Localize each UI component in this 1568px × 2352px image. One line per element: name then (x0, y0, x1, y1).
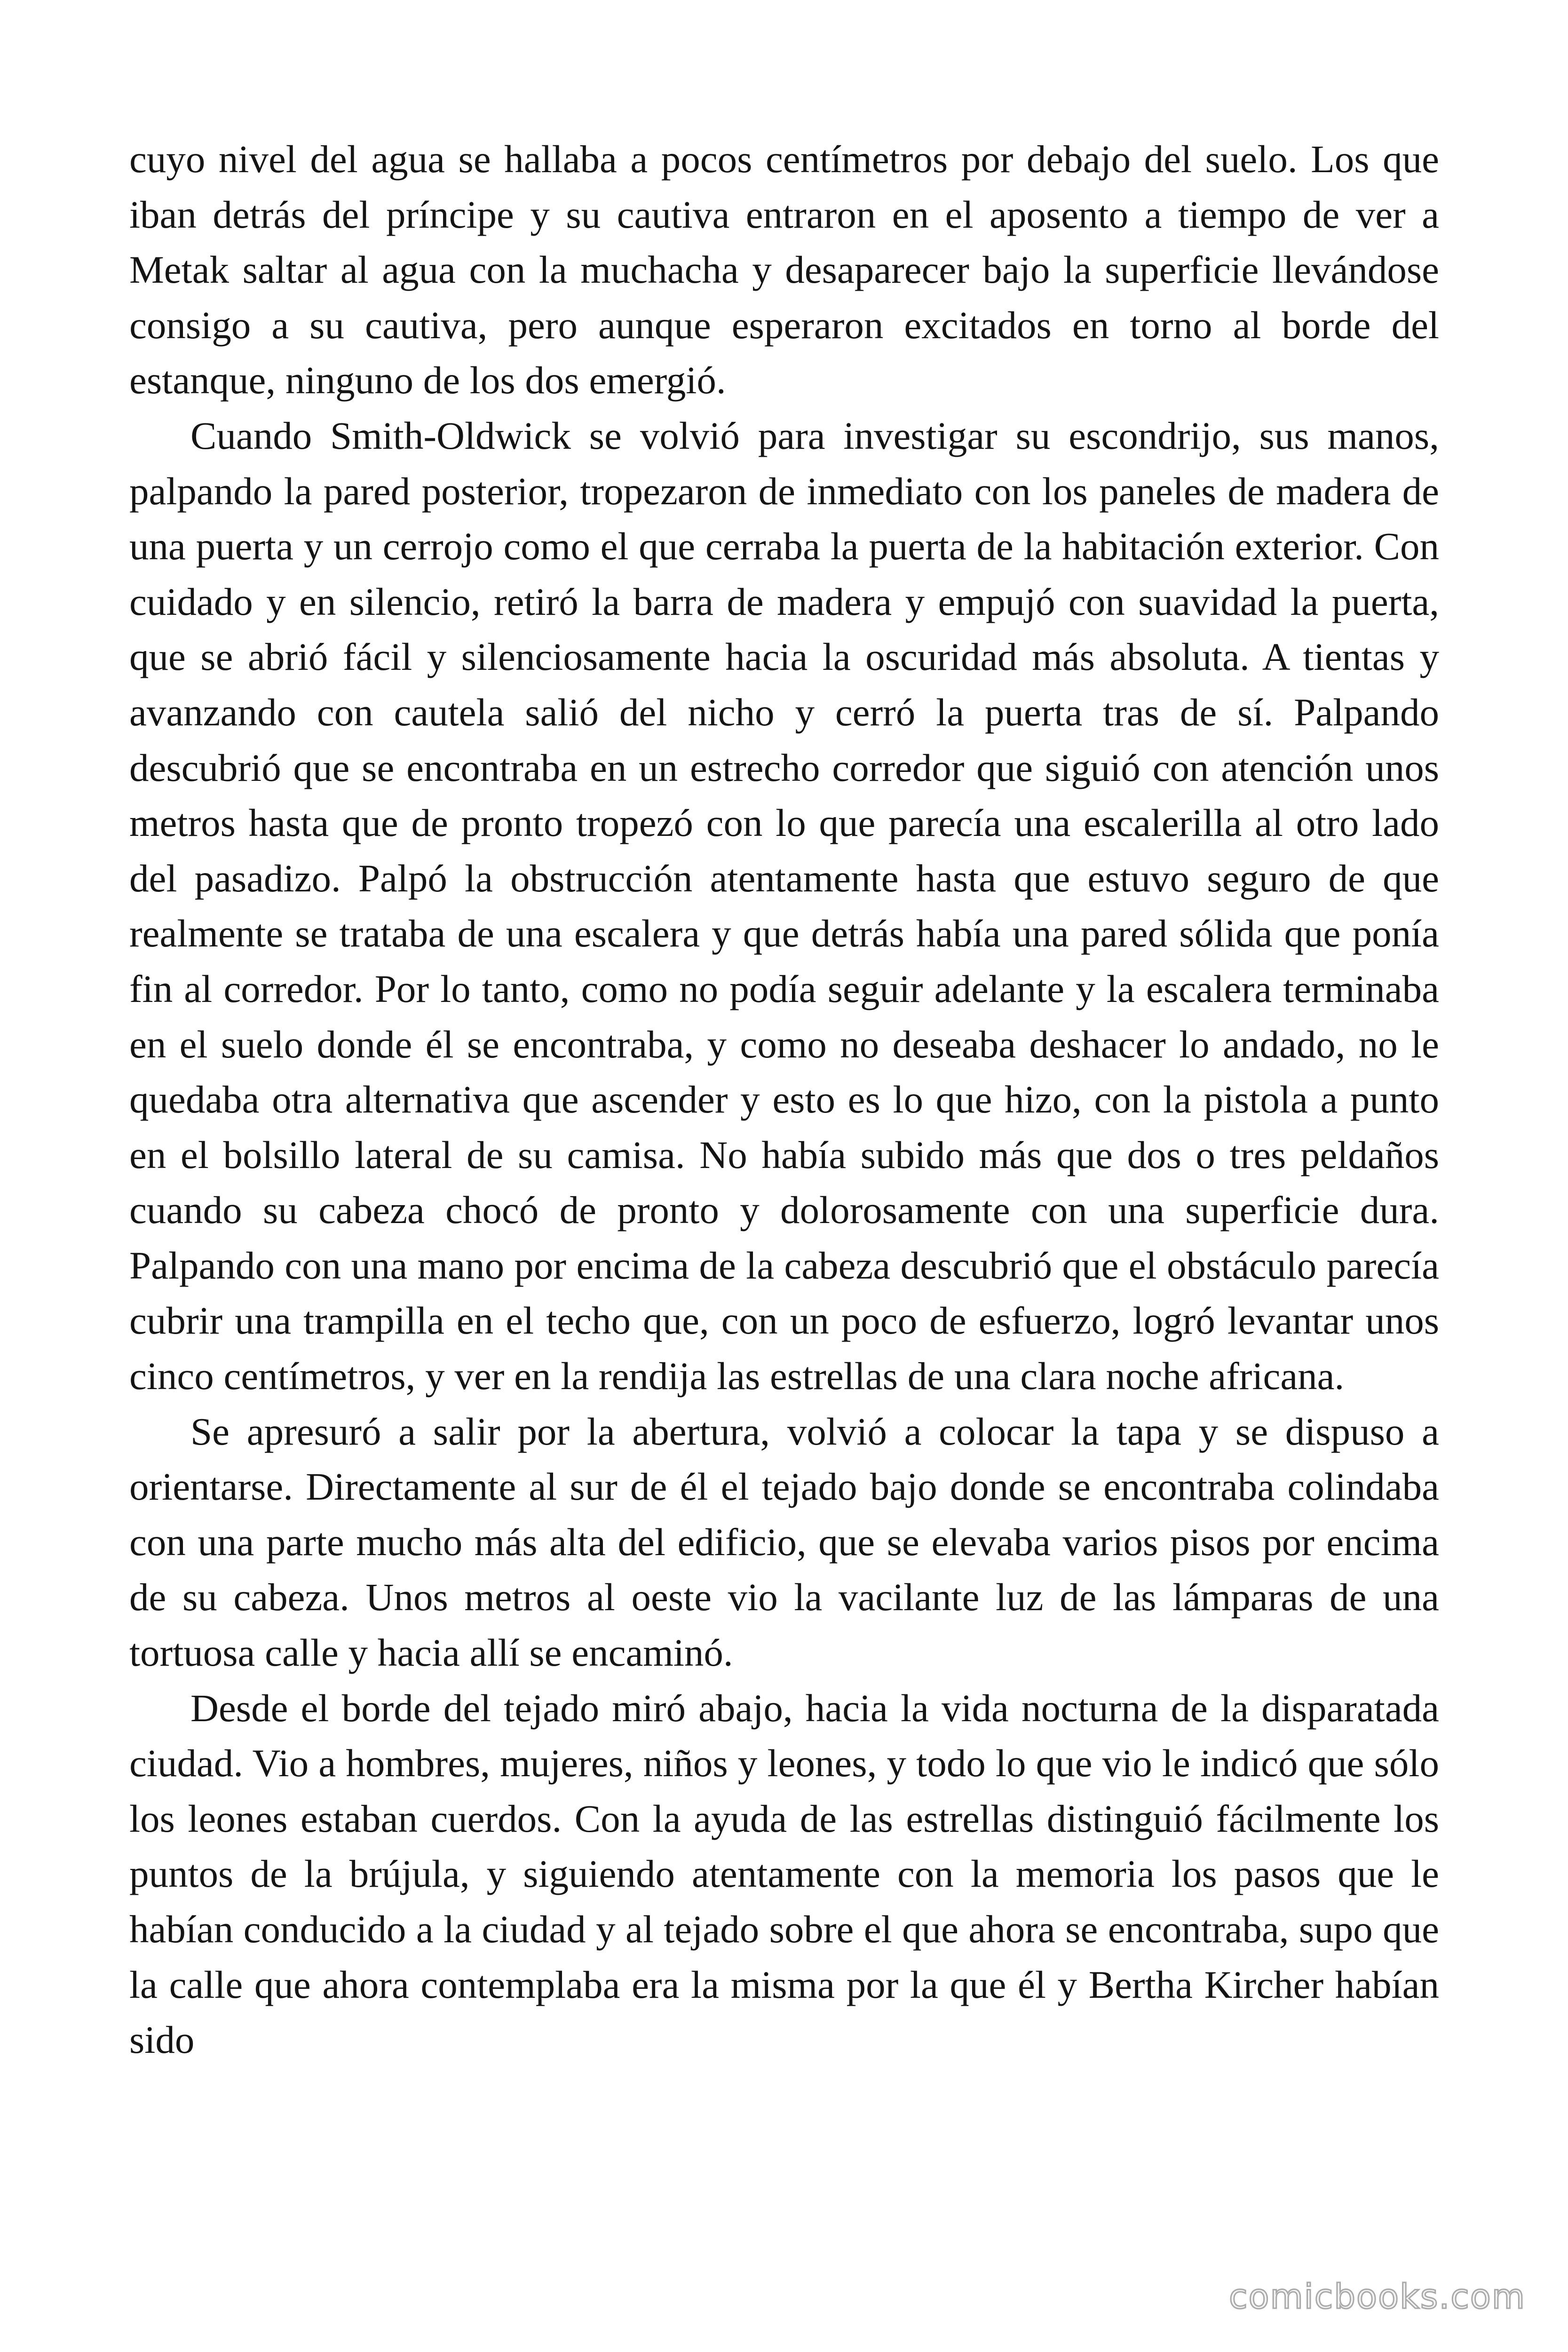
paragraph-continuation: cuyo nivel del agua se hallaba a pocos centímetros por debajo del suelo. Los que iban detrás del príncipe y su cautiva entraron en el aposento a tiempo de ver a Metak saltar al agua con la muchacha y desaparecer bajo la superficie llevándose consigo a su cautiva, pero aunque esperaron excitados en torno al borde del estanque, ninguno de los dos emergió. (129, 137, 1439, 402)
paragraph-smith-oldwick-hideout: Cuando Smith-Oldwick se volvió para investigar su escondrijo, sus manos, palpando la pared posterior, tropezaron de inmediato con los paneles de madera de una puerta y un cerrojo como el que cerraba la puerta de la habitación exterior. Con cuidado y en silencio, retiró la barra de madera y empujó con suavidad la puerta, que se abrió fácil y silenciosamente hacia la oscuridad más absoluta. A tientas y avanzando con cautela salió del nicho y cerró la puerta tras de sí. Palpando descubrió que se encontraba en un estrecho corredor que siguió con atención unos metros hasta que de pronto tropezó con lo que parecía una escalerilla al otro lado del pasadizo. Palpó la obstrucción atentamente hasta que estuvo seguro de que realmente se trataba de una escalera y que detrás había una pared sólida que ponía fin al corredor. Por lo tanto, como no podía seguir adelante y la escalera terminaba en el suelo donde él se encontraba, y como no deseaba deshacer lo andado, no le quedaba otra alternativa que ascender y esto es lo que hizo, con la pistola a punto en el bolsillo lateral de su camisa. No había subido más que dos o tres peldaños cuando su cabeza chocó de pronto y dolorosamente con una superficie dura. Palpando con una mano por encima de la cabeza descubrió que el obstáculo parecía cubrir una trampilla en el techo que, con un poco de esfuerzo, logró levantar unos cinco centímetros, y ver en la rendija las estrellas de una clara noche africana. (129, 413, 1439, 1398)
book-page-text (129, 132, 1439, 2068)
paragraph-rooftop: Se apresuró a salir por la abertura, volvió a colocar la tapa y se dispuso a orientarse. Directamente al sur de él el tejado bajo donde se encontraba colindaba con una parte mucho más alta del edificio, que se elevaba varios pisos por encima de su cabeza. Unos metros al oeste vio la vacilante luz de las lámparas de una tortuosa calle y hacia allí se encaminó. (129, 1409, 1439, 1675)
watermark-text: comicbooks.com (1228, 2277, 1526, 2316)
paragraph-street-view: Desde el borde del tejado miró abajo, hacia la vida nocturna de la disparatada ciudad. Vio a hombres, mujeres, niños y leones, y todo lo que vio le indicó que sólo los leones estaban cuerdos. Con la ayuda de las estrellas distinguió fácilmente los puntos de la brújula, y siguiendo atentamente con la memoria los pasos que le habían conducido a la ciudad y al tejado sobre el que ahora se encontraba, supo que la calle que ahora contemplaba era la misma por la que él y Bertha Kircher habían sido (129, 1686, 1439, 2062)
